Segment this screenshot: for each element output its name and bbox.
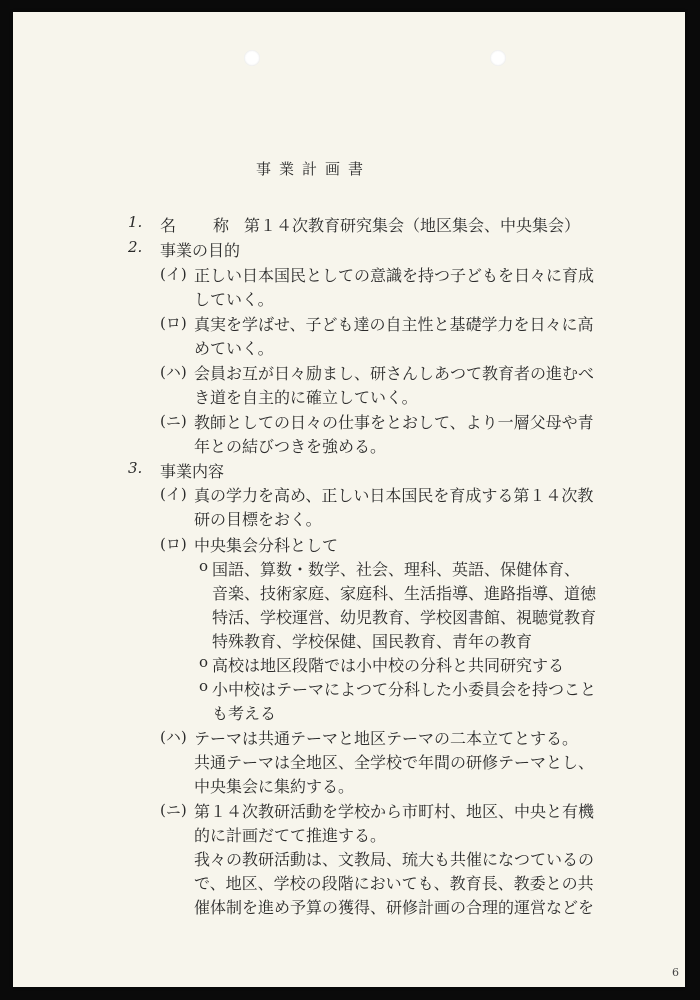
- body-line: 的に計画だてて推進する。: [194, 826, 387, 845]
- body-line: 真の学力を高め、正しい日本国民を育成する第１４次教: [194, 486, 594, 505]
- body-line: 真実を学ばせ、子ども達の自主性と基礎学力を日々に高: [194, 315, 594, 334]
- body-line: 我々の教研活動は、文教局、琉大も共催になつているの: [194, 850, 595, 869]
- body-line: 年との結びつきを強める。: [194, 437, 387, 456]
- body-line: 催体制を進め予算の獲得、研修計画の合理的運営などを: [194, 898, 595, 917]
- body-line: (イ): [160, 485, 187, 503]
- body-line: o: [199, 653, 209, 671]
- body-line: 第１４次教育研究集会（地区集会、中央集会）: [244, 216, 581, 235]
- body-line: 1.: [128, 213, 143, 231]
- body-line: (ハ): [160, 728, 187, 746]
- punch-hole: [490, 50, 506, 66]
- body-line: 国語、算数・数学、社会、理科、英語、保健体育、: [212, 560, 581, 579]
- body-line: o: [199, 677, 209, 695]
- body-line: 3.: [128, 459, 143, 477]
- body-line: 研の目標をおく。: [194, 510, 322, 529]
- body-line: 共通テーマは全地区、全学校で年間の研修テーマとし、: [194, 753, 595, 772]
- body-line: 高校は地区段階では小中校の分科と共同研究する: [212, 656, 565, 675]
- body-line: めていく。: [194, 339, 274, 358]
- punch-hole: [244, 50, 260, 66]
- document-page: [13, 12, 685, 987]
- body-line: 2.: [128, 238, 143, 256]
- body-line: 小中校はテーマによつて分科した小委員会を持つこと: [212, 680, 597, 699]
- body-line: 名: [160, 216, 177, 235]
- body-line: o: [199, 557, 209, 575]
- body-line: (ニ): [160, 801, 187, 819]
- body-line: (ロ): [160, 535, 187, 553]
- body-line: 中央集会に集約する。: [194, 777, 355, 796]
- body-line: 称: [213, 216, 230, 235]
- body-line: 正しい日本国民としての意識を持つ子どもを日々に育成: [194, 266, 595, 285]
- document-title: 事業計画書: [256, 160, 372, 178]
- body-line: 事業内容: [160, 462, 225, 481]
- body-line: も考える: [212, 704, 277, 723]
- body-line: 教師としての日々の仕事をとおして、より一層父母や青: [194, 413, 594, 432]
- body-line: 事業の目的: [160, 241, 241, 260]
- body-line: 特活、学校運営、幼児教育、学校図書館、視聴覚教育: [212, 608, 597, 627]
- body-line: (ロ): [160, 314, 187, 332]
- body-line: (ハ): [160, 363, 187, 381]
- body-line: テーマは共通テーマと地区テーマの二本立てとする。: [194, 729, 579, 748]
- body-line: 第１４次教研活動を学校から市町村、地区、中央と有機: [194, 802, 595, 821]
- body-line: (イ): [160, 265, 187, 283]
- body-line: で、地区、学校の段階においても、教育長、教委との共: [194, 874, 594, 893]
- body-line: 中央集会分科として: [194, 536, 339, 555]
- body-line: していく。: [194, 290, 274, 309]
- body-line: き道を自主的に確立していく。: [194, 388, 418, 407]
- body-line: (ニ): [160, 412, 187, 430]
- page-number: 6: [672, 966, 679, 979]
- body-line: 特殊教育、学校保健、国民教育、青年の教育: [212, 632, 533, 651]
- body-line: 会員お互が日々励まし、研さんしあつて教育者の進むべ: [194, 364, 595, 383]
- body-line: 音楽、技術家庭、家庭科、生活指導、進路指導、道徳: [212, 584, 597, 603]
